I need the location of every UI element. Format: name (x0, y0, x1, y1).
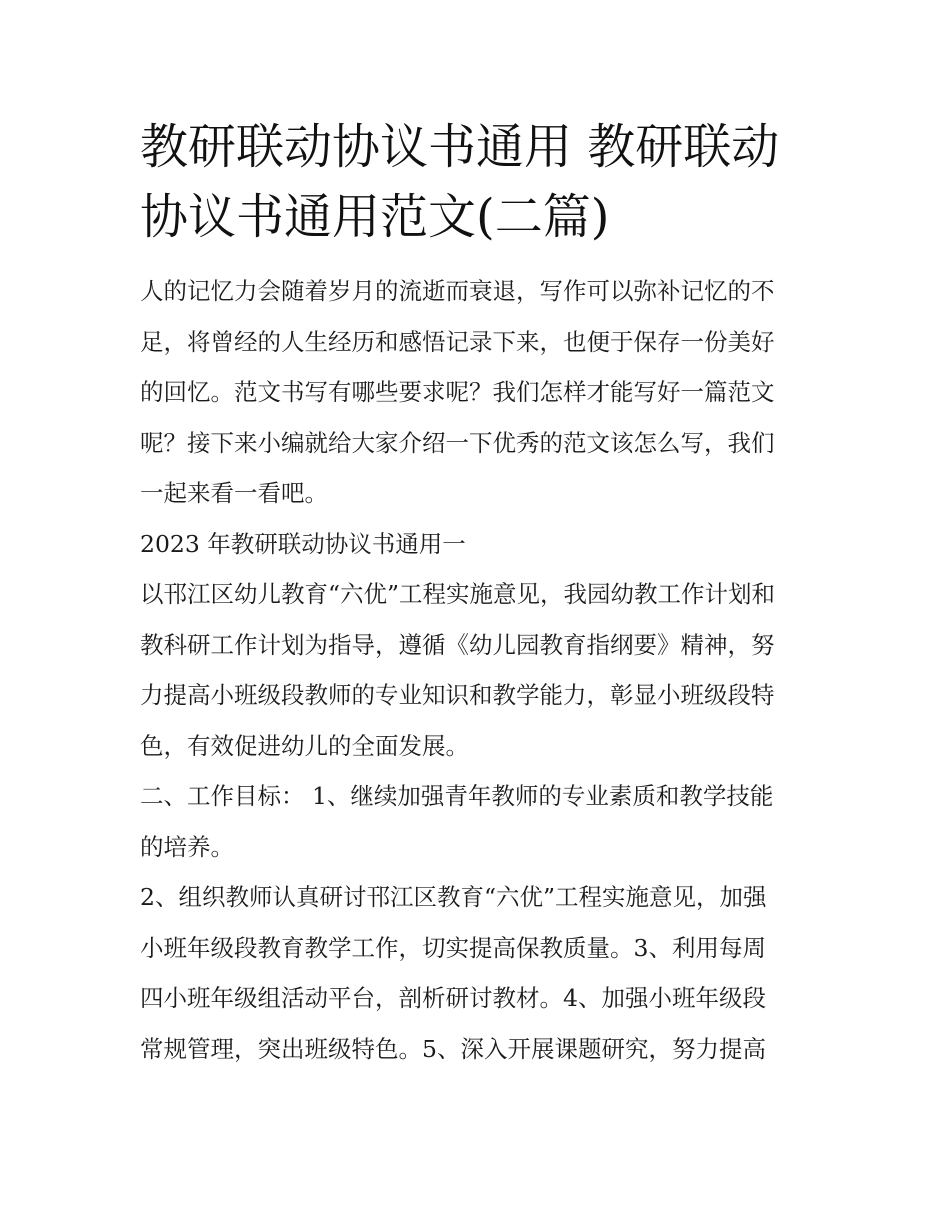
document-page (140, 112, 812, 1074)
intro-paragraph (140, 266, 812, 519)
text-line: 呢？接下来小编就给大家介绍一下优秀的范文该怎么写，我们 (140, 428, 775, 457)
text-line: 色，有效促进幼儿的全面发展。 (140, 731, 469, 760)
text-line: 2、组织教师认真研讨邗江区教育“六优”工程实施意见，加强 (140, 883, 767, 911)
text-line: 二、工作目标： 1、继续加强青年教师的专业素质和教学技能 (140, 782, 774, 810)
text-line: 常规管理，突出班级特色。5、深入开展课题研究，努力提高 (140, 1034, 766, 1063)
document-title (140, 112, 812, 252)
guiding-paragraph (140, 569, 812, 771)
text-line: 力提高小班级段教师的专业知识和教学能力，彰显小班级段特 (140, 681, 775, 709)
text-line: 一起来看一看吧。 (140, 479, 328, 507)
text-line: 四小班年级组活动平台，剖析研讨教材。4、加强小班年级段 (140, 984, 766, 1012)
text-line: 的回忆。范文书写有哪些要求呢？我们怎样才能写好一篇范文 (140, 378, 775, 406)
tasks-paragraph (140, 872, 812, 1074)
text-line: 以邗江区幼儿教育“六优”工程实施意见，我园幼教工作计划和 (140, 580, 776, 608)
section-heading-text: 2023 年教研联动协议书通用一 (140, 529, 466, 558)
goals-paragraph (140, 771, 812, 872)
title-line: 教研联动协议书通用 教研联动 (140, 119, 780, 175)
text-line: 的培养。 (140, 832, 234, 861)
text-line: 教科研工作计划为指导，遵循《幼儿园教育指纲要》精神，努 (140, 630, 775, 659)
section-heading (140, 519, 812, 570)
title-line: 协议书通用范文(二篇) (140, 189, 610, 245)
text-line: 小班年级段教育教学工作，切实提高保教质量。3、利用每周 (140, 933, 766, 962)
text-line: 足，将曾经的人生经历和感悟记录下来，也便于保存一份美好 (140, 327, 775, 356)
text-line: 人的记忆力会随着岁月的流逝而衰退，写作可以弥补记忆的不 (140, 277, 775, 305)
